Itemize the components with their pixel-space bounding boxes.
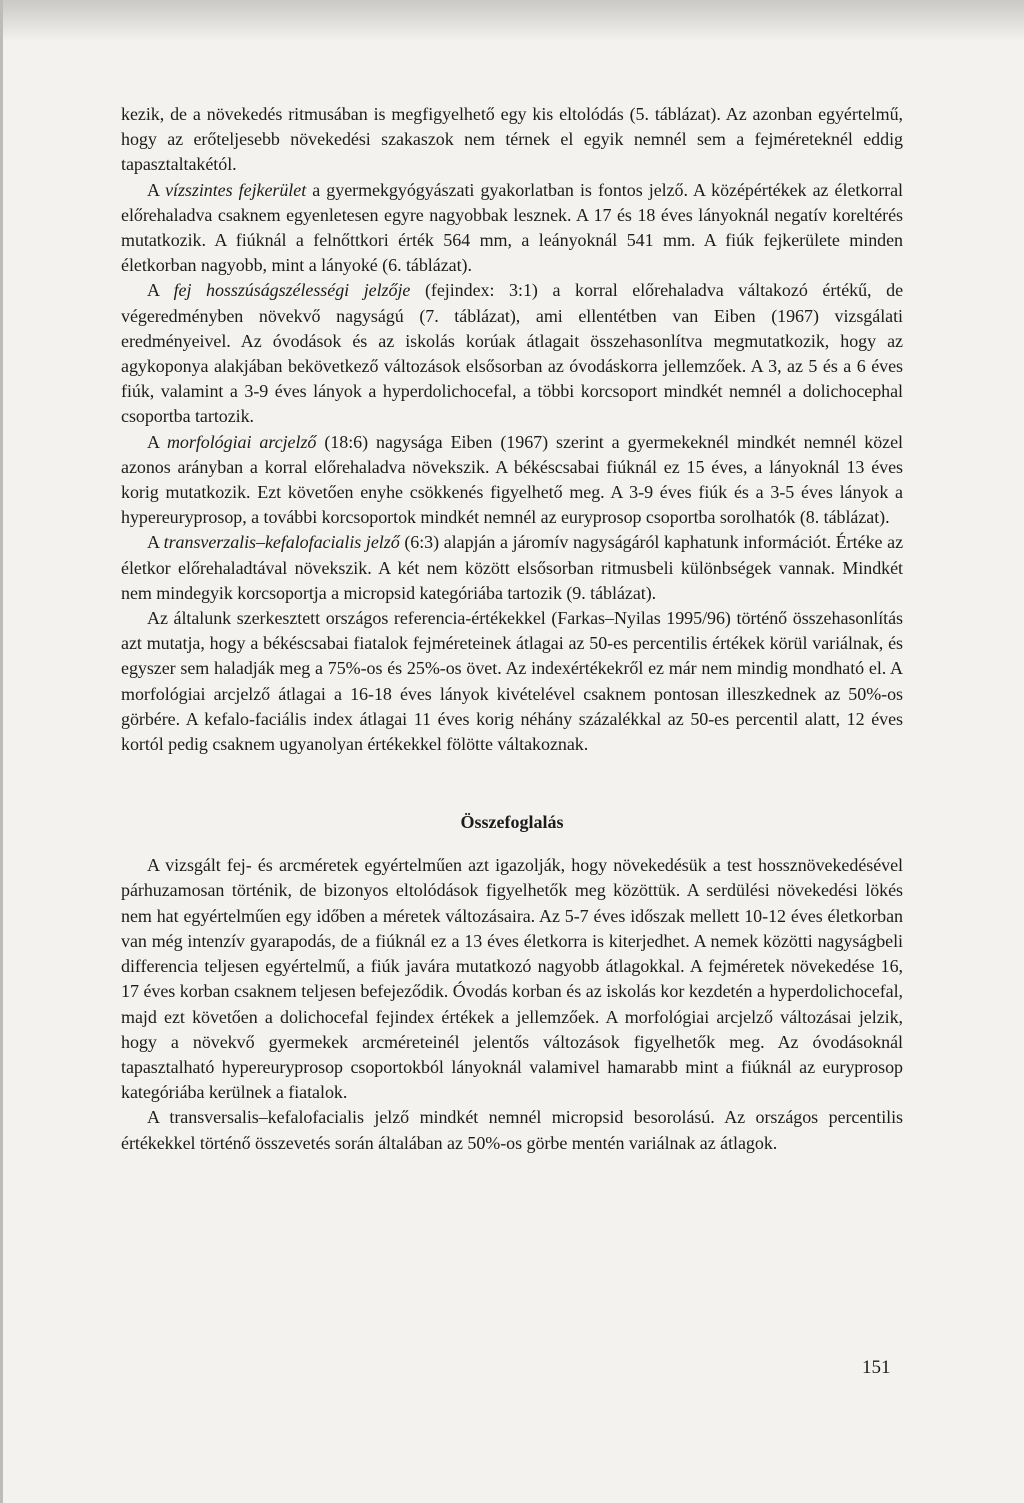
text-run: A xyxy=(147,179,166,200)
text-run: (fejindex: 3:1) a korral előrehaladva váltakozó értékű, de végeredményben növekvő nagyságú (7. táblázat), ami ellentétben van Eiben (1967) vizsgálati eredményeivel. Az óvodások és az iskolás korúak átlagait összehasonlítva megmutatkozik, hogy az agykoponya alakjában bekövetkező változások elsősorban az óvodáskorra jellemzőek. A 3, az 5 és a 6 éves fiúk, valamint a 3-9 éves lányok a hyperdolichocefal, a többi korcsoport mindkét nemnél a dolichocephal csoportba tartozik. xyxy=(121,280,904,427)
italic-term: morfológiai arcjelző xyxy=(166,431,317,452)
paragraph-reference-comparison xyxy=(121,606,903,757)
scan-left-edge xyxy=(0,0,3,1503)
text-run: a gyermekgyógyászati gyakorlatban is fontos jelző. A középértékek az életkorral előrehaladva csaknem egyenletesen egyre nagyobbak lesznek. A 17 és 18 éves lányoknál negatív koreltérés mutatkozik. A fiúknál a felnőttkori érték 564 mm, a leányoknál 541 mm. A fiúk fejkerülete minden életkorban nagyobb, mint a lányoké (6. táblázat). xyxy=(121,179,904,276)
text-run: kezik, de a növekedés ritmusában is megfigyelhető egy kis eltolódás (5. táblázat). Az azonban egyértelmű, hogy az erőteljesebb növekedési szakaszok nem térnek el egyik nemnél sem a fejméreteknél eddig tapasztaltakétól. xyxy=(121,104,903,175)
italic-term: vízszintes fejkerület xyxy=(165,179,307,200)
italic-term: fej hosszúságszélességi jelzője xyxy=(173,280,411,301)
text-run: A xyxy=(147,532,164,553)
text-run: (18:6) nagysága Eiben (1967) szerint a gyermekeknél mindkét nemnél közel azonos arányban a korral előrehaladva növekszik. A békéscsabai fiúknál ez 15 éves, a lányoknál 13 éves korig mutatkozik. Ezt követően enyhe csökkenés figyelhető meg. A 3-9 éves fiúk és a 3-5 éves lányok a hypereuryprosop, a további korcsoportok mindkét nemnél az euryprosop csoportba sorolhatók (8. táblázat). xyxy=(121,431,904,528)
scan-top-shadow xyxy=(0,0,1024,42)
text-run: Az általunk szerkesztett országos referencia-értékekkel (Farkas–Nyilas 1995/96) történő összehasonlítás azt mutatja, hogy a békéscsabai fiatalok fejméreteinek átlagai az 50-es percentilis értékek körül variálnak, és egyszer sem haladják meg a 75%-os és 25%-os övet. Az indexértékekről ez már nem mindig mondható el. A morfológiai arcjelző átlagai a 16-18 éves lányok kivételével csaknem pontosan illeszkednek az 50%-os görbére. A kefalo-faciális index átlagai 11 éves korig néhány százalékkal az 50-es percentil alatt, 12 éves kortól pedig csaknem ugyanolyan értékekkel fölötte váltakoznak. xyxy=(121,608,903,755)
text-run: (6:3) alapján a járomív nagyságáról kaphatunk információt. Értéke az életkor előrehaladtával növekszik. A két nem között elsősorban ritmusbeli különbségek vannak. Mindkét nem mindegyik korcsoportja a micropsid kategóriába tartozik (9. táblázat). xyxy=(121,532,904,603)
section-heading-summary: Összefoglalás xyxy=(460,812,564,833)
paragraph-head-circumference xyxy=(121,178,903,279)
paragraph-summary-main xyxy=(121,853,903,1105)
paragraph-summary-closing xyxy=(121,1105,903,1155)
document-page xyxy=(121,102,903,1156)
text-run: A vizsgált fej- és arcméretek egyértelműen azt igazolják, hogy növekedésük a test hossznövekedésével párhuzamosan történik, de bizonyos eltolódások figyelhetők meg közöttük. A serdülési növekedési lökés nem hat egyértelműen egy időben a méretek változásaira. Az 5-7 éves időszak mellett 10-12 éves életkorban van még intenzív gyarapodás, de a fiúknál ez a 13 éves életkorra is kiterjedhet. A nemek közötti nagyságbeli differencia teljesen egyértelmű, a fiúk javára mutatkozó nagyobb átlagokkal. A fejméretek növekedése 16, 17 éves korban csaknem teljesen befejeződik. Óvodás korban és az iskolás kor kezdetén a hyperdolichocefal, majd ezt követően a dolichocefal fejindex értékek a jellemzőek. A morfológiai arcjelző változásai jelzik, hogy a növekvő gyermekek arcméreteinél jelentős változások figyelhetők meg. Az óvodásoknál tapasztalható hypereuryprosop csoportokból lányoknál valamivel hamarabb mint a fiúknál az euryprosop kategóriába kerülnek a fiatalok. xyxy=(121,855,903,1103)
text-run: A xyxy=(147,280,174,301)
paragraph-cephalic-index xyxy=(121,278,903,429)
italic-term: transverzalis–kefalofacialis jelző xyxy=(163,532,400,553)
paragraph-growth-rhythm xyxy=(121,102,903,178)
paragraph-transversal-index xyxy=(121,530,903,606)
page-number: 151 xyxy=(862,1357,891,1378)
text-run: A transversalis–kefalofacialis jelző mindkét nemnél micropsid besorolású. Az országos percentilis értékekkel történő összevetés során általában az 50%-os görbe mentén variálnak az átlagok. xyxy=(121,1107,903,1153)
text-run: A xyxy=(147,431,167,452)
paragraph-facial-index xyxy=(121,430,903,531)
